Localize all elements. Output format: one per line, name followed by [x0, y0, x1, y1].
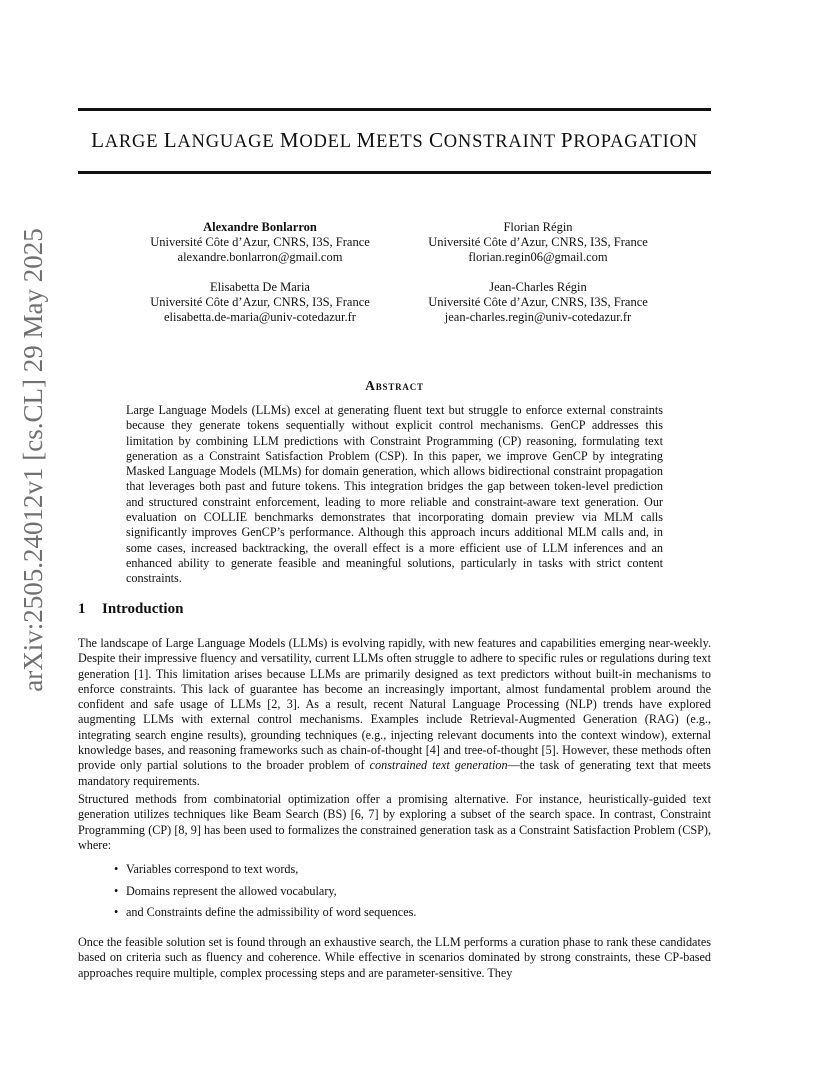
section-number: 1	[78, 601, 86, 617]
author-email: alexandre.bonlarron@gmail.com	[177, 250, 343, 264]
title-letter: P	[560, 128, 574, 152]
title-word: ANGUAGE	[177, 132, 275, 152]
abstract-text: Large Language Models (LLMs) excel at generating fluent text but struggle to enforce external constraints because they generate tokens sequentially without explicit control mechanisms. GenCP addresses this limitation by combining LLM predictions with Constraint Programming (CP) reasoning, formulating text generation as a Constraint Satisfaction Problem (CSP). In this paper, we improve GenCP by integrating Masked Language Models (MLMs) for domain generation, which allows bidirectional constraint propagation that leverages both past and future tokens. This integration bridges the gap between token-level prediction and structured constraint enforcement, leading to more reliable and constraint-aware text generation. Our evaluation on COLLIE benchmarks demonstrates that incorporating domain preview via MLM calls significantly improves GenCP’s performance. Although this approach incurs additional MLM calls and, in some cases, increased backtracking, the overall effect is a more efficient use of LLM inferences and an enhanced ability to generate feasible and meaningful solutions, particularly in tasks with strict content constraints.	[126, 403, 663, 586]
title-letter: C	[428, 128, 444, 152]
title-rule-bottom	[78, 171, 711, 174]
author-block	[110, 220, 410, 265]
author-affiliation: Université Côte d’Azur, CNRS, I3S, France	[150, 235, 370, 249]
author-block	[388, 220, 688, 265]
list-item: • and Constraints define the admissibility of word sequences.	[114, 905, 694, 920]
title-word: ROPAGATION	[573, 132, 698, 152]
arxiv-sidebar-stamp: arXiv:2505.24012v1 [cs.CL] 29 May 2025	[18, 228, 48, 692]
author-name: Florian Régin	[503, 220, 573, 234]
emphasized-text: constrained text generation	[369, 758, 508, 773]
paragraph	[78, 636, 711, 789]
title-letter: L	[163, 128, 178, 152]
abstract-heading: Abstract	[365, 378, 424, 393]
title-rule-top	[78, 108, 711, 111]
author-email: florian.regin06@gmail.com	[468, 250, 608, 264]
author-affiliation: Université Côte d’Azur, CNRS, I3S, France	[428, 295, 648, 309]
author-block	[388, 280, 688, 325]
bullet-list	[114, 862, 694, 927]
author-email: jean-charles.regin@univ-cotedazur.fr	[444, 310, 632, 324]
list-item: • Domains represent the allowed vocabulary,	[114, 884, 694, 899]
section-title: Introduction	[102, 601, 184, 617]
section-heading	[78, 601, 183, 618]
paragraph: Once the feasible solution set is found through an exhaustive search, the LLM performs a curation phase to rank these candidates based on criteria such as fluency and coherence. While effective in scenarios dominated by strong constraints, these CP-based approaches require multiple, complex processing steps and are parameter-sensitive. They	[78, 935, 711, 980]
paper-title	[78, 128, 711, 153]
author-affiliation: Université Côte d’Azur, CNRS, I3S, France	[428, 235, 648, 249]
title-word: ARGE	[104, 132, 159, 152]
author-email: elisabetta.de-maria@univ-cotedazur.fr	[164, 310, 356, 324]
paragraph: Structured methods from combinatorial optimization offer a promising alternative. For instance, heuristically-guided text generation utilizes techniques like Beam Search (BS) [6, 7] by exploring a subset of the search space. In contrast, Constraint Programming (CP) [8, 9] has been used to formalizes the constrained generation task as a Constraint Satisfaction Problem (CSP), where:	[78, 792, 711, 852]
paragraph-text: The landscape of Large Language Models (LLMs) is evolving rapidly, with new features and capabilities emerging near-weekly. Despite their impressive fluency and versatility, current LLMs often struggle to adhere to specific rules or regulations during text generation [1]. This limitation arises because LLMs are primarily designed as text predictors without built-in mechanisms to enforce constraints. This lack of guarantee has become an increasingly important, almost fundamental problem around the confident and safe usage of LLMs [2, 3]. As a result, recent Natural Language Processing (NLP) trends have explored augmenting LLMs with external control mechanisms. Examples include Retrieval-Augmented Generation (RAG) (e.g., integrating search engine results), grounding techniques (e.g., injecting relevant documents into the context window), external knowledge bases, and reasoning frameworks such as chain-of-thought [4] and tree-of-thought [5]. However, these methods often provide only partial solutions to the broader problem of	[78, 636, 711, 773]
title-letter: L	[91, 128, 105, 152]
title-word: ODEL	[299, 132, 352, 152]
list-item: • Variables correspond to text words,	[114, 862, 694, 877]
title-word: EETS	[376, 132, 424, 152]
author-name: Jean-Charles Régin	[489, 280, 587, 294]
author-name: Elisabetta De Maria	[210, 280, 310, 294]
title-letter: M	[356, 128, 377, 152]
paragraph-text: —the task of generating text that meets mandatory requirements.	[78, 758, 711, 788]
title-letter: M	[279, 128, 300, 152]
title-word: ONSTRAINT	[443, 132, 556, 152]
author-name: Alexandre Bonlarron	[203, 220, 317, 234]
author-affiliation: Université Côte d’Azur, CNRS, I3S, France	[150, 295, 370, 309]
author-block	[110, 280, 410, 325]
